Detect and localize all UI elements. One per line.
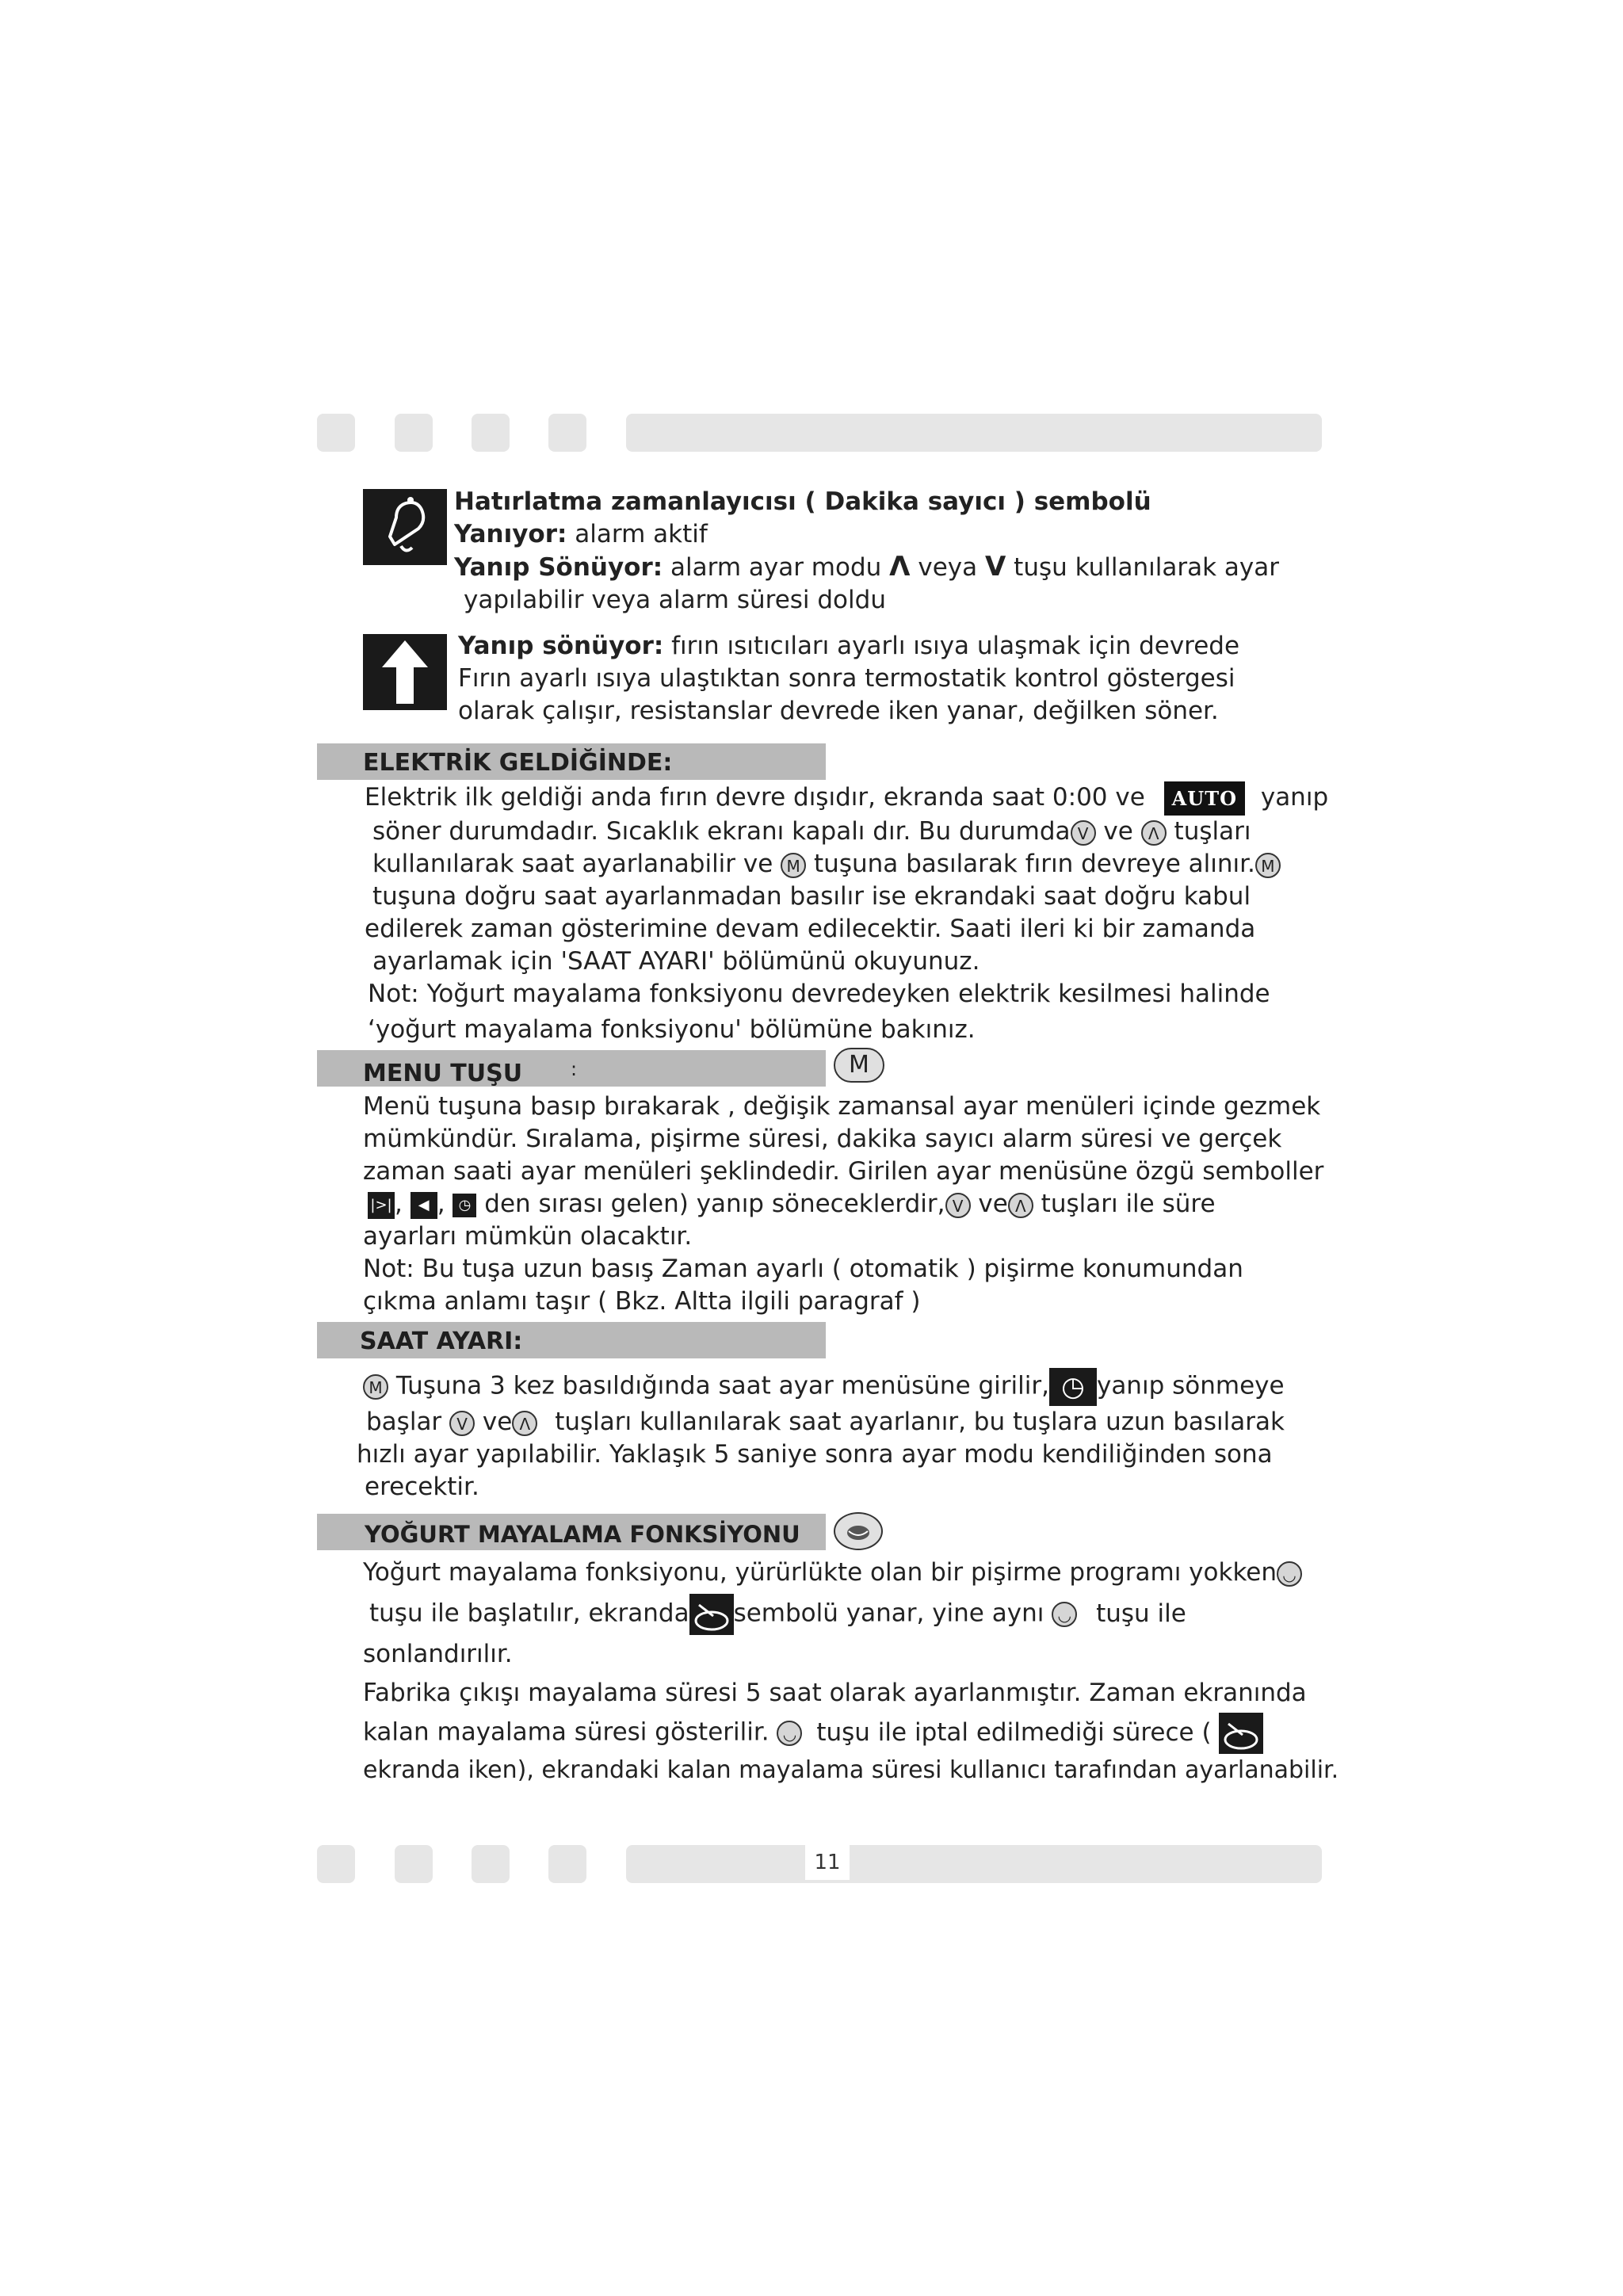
auto-icon: AUTO (1164, 781, 1245, 816)
yogurt-heading-bar (317, 1514, 826, 1550)
bell-on-label: Yanıyor: (454, 520, 567, 548)
menu-heading-colon: : (571, 1058, 578, 1080)
elektrik-line3: kullanılarak saat ayarlanabilir ve (372, 850, 773, 878)
up-key-icon: Λ (1141, 820, 1167, 846)
menu-line5: ayarları mümkün olacaktır. (363, 1222, 693, 1251)
arrow-text: fırın ısıtıcıları ayarlı ısıya ulaşmak için devrede (671, 632, 1240, 660)
footer-decor-square-1 (317, 1845, 355, 1883)
header-decor-square-4 (548, 414, 586, 452)
elektrik-line1: Elektrik ilk geldiği anda fırın devre dışıdır, ekranda saat 0:00 ve (365, 783, 1145, 812)
clock-icon: ◷ (1049, 1368, 1097, 1406)
up-key-icon: Λ (1008, 1193, 1033, 1218)
elektrik-line1-end: yanıp (1260, 783, 1329, 812)
yogurt-key-icon: ◡ (1052, 1602, 1077, 1627)
menu-line4-end: tuşları ile süre (1041, 1190, 1216, 1218)
elektrik-section (363, 781, 1328, 1046)
yogurt-line6: ekranda iken), ekrandaki kalan mayalama süresi kullanıcı tarafından ayarlanabilir. (363, 1756, 1339, 1784)
saat-line1-end: yanıp sönmeye (1096, 1371, 1285, 1400)
bell-blink-text: alarm ayar modu (670, 553, 882, 582)
menu-line2: mümkündür. Sıralama, pişirme süresi, dakika sayıcı alarm süresi ve gerçek (363, 1125, 1282, 1153)
header-decor-square-1 (317, 414, 355, 452)
header-decor-bar (626, 414, 1322, 452)
arrow-line2: Fırın ayarlı ısıya ulaştıktan sonra termostatik kontrol göstergesi (458, 664, 1235, 693)
elektrik-line7: Not: Yoğurt mayalama fonksiyonu devredeyken elektrik kesilmesi halinde (368, 980, 1270, 1008)
elektrik-heading-bar (317, 743, 826, 780)
bell-blink-line2: yapılabilir veya alarm süresi doldu (464, 586, 886, 614)
menu-heading: MENU TUŞU (363, 1060, 523, 1087)
clock-icon: ◷ (453, 1194, 476, 1217)
saat-section (357, 1368, 1285, 1503)
yogurt-symbol-icon (689, 1594, 734, 1635)
footer-decor-square-2 (395, 1845, 433, 1883)
down-key-icon: V (945, 1193, 971, 1218)
saat-heading-bar (317, 1322, 826, 1358)
bell-on-text: alarm aktif (575, 520, 708, 548)
arrow-line3: olarak çalışır, resistanslar devrede iken yanar, değilken söner. (458, 697, 1219, 725)
elektrik-line8: ‘yoğurt mayalama fonksiyonu' bölümüne bakınız. (368, 1015, 976, 1044)
footer-decor-square-3 (472, 1845, 510, 1883)
menu-key-icon: M (781, 853, 806, 878)
menu-key-icon: M (1255, 853, 1281, 878)
saat-line3: hızlı ayar yapılabilir. Yaklaşık 5 saniye sonra ayar modu kendiliğinden sona (357, 1440, 1273, 1469)
yogurt-heading: YOĞURT MAYALAMA FONKSİYONU (365, 1521, 800, 1548)
menu-key-large-icon (834, 1048, 884, 1083)
saat-line4: erecektir. (365, 1473, 479, 1501)
saat-line1: Tuşuna 3 kez basıldığında saat ayar menüsüne girilir, (395, 1371, 1049, 1400)
elektrik-line2-and: ve (1103, 817, 1133, 846)
bell-blink-or: veya (918, 553, 978, 582)
elektrik-line5: edilerek zaman gösterimine devam edilecektir. Saati ileri ki bir zamanda (365, 915, 1256, 943)
elektrik-line4: tuşuna doğru saat ayarlanmadan basılır ise ekrandaki saat doğru kabul (372, 882, 1251, 911)
yogurt-line4: Fabrika çıkışı mayalama süresi 5 saat olarak ayarlanmıştır. Zaman ekranında (363, 1679, 1307, 1707)
menu-line1: Menü tuşuna basıp bırakarak , değişik zamansal ayar menüleri içinde gezmek (363, 1092, 1321, 1121)
yogurt-key-icon: ◡ (1277, 1561, 1302, 1587)
yogurt-line2: tuşu ile başlatılır, ekranda (369, 1599, 689, 1628)
down-key-icon: V (1071, 820, 1096, 846)
yogurt-line1: Yoğurt mayalama fonksiyonu, yürürlükte olan bir pişirme programı yokken (363, 1558, 1277, 1587)
menu-key-label: M (834, 1048, 884, 1083)
arrow-label: Yanıp sönüyor: (458, 632, 664, 660)
page-number: 11 (805, 1845, 850, 1880)
bell-title: Hatırlatma zamanlayıcısı ( Dakika sayıcı ) sembolü (454, 487, 1151, 516)
yogurt-section (363, 1557, 1338, 1786)
arrow-description (363, 630, 1239, 728)
yogurt-line2-end: tuşu ile (1096, 1599, 1186, 1628)
footer-decor-bar (626, 1845, 1322, 1883)
yogurt-symbol-icon (1219, 1713, 1263, 1754)
up-glyph: Λ (889, 551, 911, 583)
yogurt-line3: sonlandırılır. (363, 1640, 513, 1668)
elektrik-line2-end: tuşları (1174, 817, 1251, 846)
bell-blink-label: Yanıp Sönüyor: (454, 553, 663, 582)
yogurt-line5: kalan mayalama süresi gösterilir. (363, 1717, 769, 1747)
up-key-icon: Λ (512, 1411, 537, 1436)
menu-line4-and: ve (978, 1190, 1008, 1218)
menu-line7: çıkma anlamı taşır ( Bkz. Altta ilgili paragraf ) (363, 1287, 921, 1316)
menu-line3: zaman saati ayar menüleri şeklindedir. Girilen ayar menüsüne özgü semboller (363, 1157, 1324, 1186)
menu-heading-bar (317, 1050, 826, 1087)
menu-line4: den sırası gelen) yanıp söneceklerdir, (484, 1190, 945, 1218)
elektrik-heading: ELEKTRİK GELDİĞİNDE: (363, 749, 673, 777)
down-key-icon: V (449, 1411, 475, 1436)
duration-icon: |>| (368, 1192, 395, 1219)
alarm-icon: ◀ (411, 1192, 437, 1219)
saat-line2-and: ve (482, 1408, 513, 1436)
yogurt-key-icon: ◡ (777, 1721, 802, 1746)
saat-heading: SAAT AYARI: (360, 1328, 523, 1355)
yogurt-line5-end: tuşu ile iptal edilmediği sürece ( (816, 1717, 1212, 1747)
elektrik-line3-end: tuşuna basılarak fırın devreye alınır. (814, 850, 1255, 878)
bell-blink-text-end: tuşu kullanılarak ayar (1014, 553, 1279, 582)
elektrik-line6: ayarlamak için 'SAAT AYARI' bölümünü okuyunuz. (372, 947, 980, 976)
elektrik-line2: söner durumdadır. Sıcaklık ekranı kapalı dır. Bu durumda (372, 817, 1071, 846)
yogurt-key-large-icon (834, 1512, 883, 1550)
bell-description (363, 486, 1279, 617)
header-decor-square-3 (472, 414, 510, 452)
menu-section: Menü tuşuna basıp bırakarak , değişik zamansal ayar menüleri içinde gezmek mümkündür. Sıralama, pişirme süresi, dakika sayıcı alarm süresi ve gerçek zaman saati ayar menüleri şeklindedir. Girilen ayar menüsüne özgü semboller |>| , ◀ , ◷ den sırası gelen) yanıp söneceklerdir, V ve Λ tuşları ile süre ayarları mümkün olacaktır. Not: Bu tuşa uzun basış Zaman ayarlı ( otomatik ) pişirme konumundan çıkma anlamı taşır ( Bkz. Altta ilgili paragraf ) (363, 1091, 1323, 1318)
header-decor-square-2 (395, 414, 433, 452)
footer-decor-square-4 (548, 1845, 586, 1883)
menu-line6: Not: Bu tuşa uzun basış Zaman ayarlı ( otomatik ) pişirme konumundan (363, 1255, 1243, 1283)
menu-key-icon: M (363, 1374, 388, 1400)
yogurt-line2-mid: sembolü yanar, yine aynı (733, 1599, 1044, 1628)
saat-line2: başlar (366, 1408, 442, 1436)
down-glyph: V (984, 551, 1006, 583)
saat-line2-end: tuşları kullanılarak saat ayarlanır, bu tuşlara uzun basılarak (555, 1408, 1285, 1436)
